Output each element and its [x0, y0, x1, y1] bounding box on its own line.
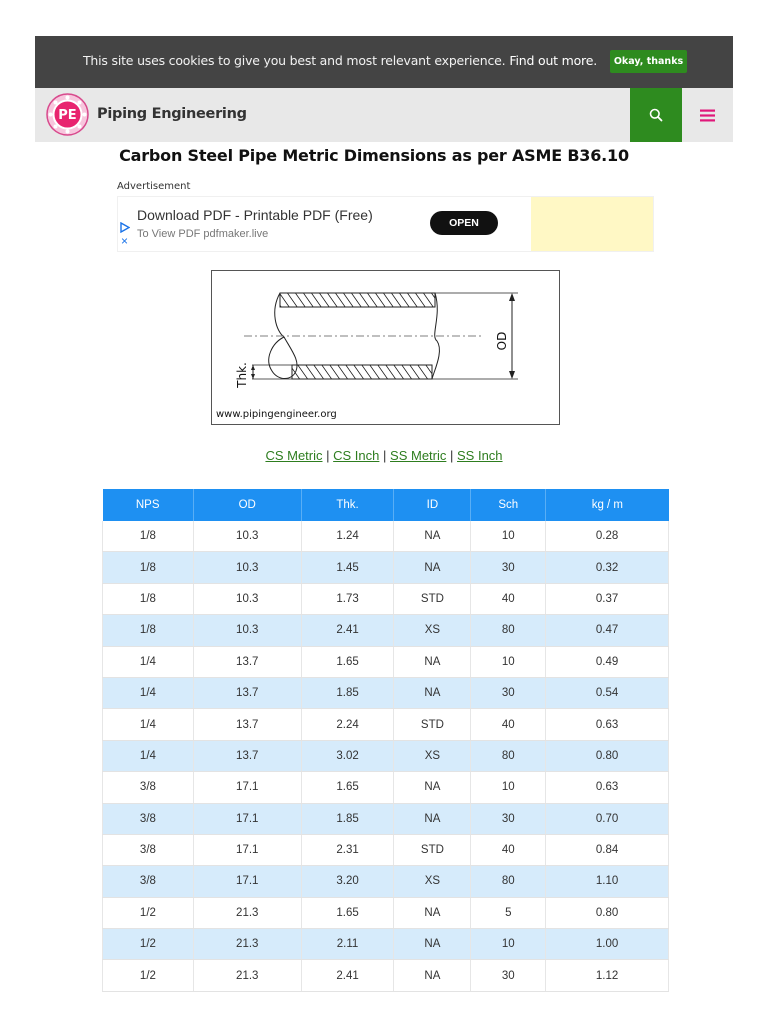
cell-kg-per-m: 0.84	[546, 834, 669, 865]
cookie-message-text: This site uses cookies to give you best and most relevant experience.	[83, 53, 506, 68]
cell-sch: 10	[471, 646, 546, 677]
cell-od: 17.1	[193, 803, 301, 834]
cell-id: STD	[394, 834, 471, 865]
cell-id: NA	[394, 960, 471, 991]
cell-sch: 30	[471, 677, 546, 708]
ad-choices-icon[interactable]	[120, 222, 130, 233]
cell-kg-per-m: 0.28	[546, 521, 669, 552]
header-thk: Thk.	[301, 489, 394, 521]
cell-id: XS	[394, 615, 471, 646]
od-label: OD	[495, 331, 509, 351]
cell-thk: 1.85	[301, 803, 394, 834]
cell-nps: 1/4	[103, 646, 194, 677]
ss-metric-link[interactable]: SS Metric	[390, 448, 447, 463]
ss-inch-link[interactable]: SS Inch	[457, 448, 503, 463]
cell-thk: 3.02	[301, 740, 394, 771]
cell-kg-per-m: 1.10	[546, 866, 669, 897]
cell-thk: 3.20	[301, 866, 394, 897]
cell-id: NA	[394, 803, 471, 834]
table-row	[103, 897, 669, 928]
table-row	[103, 740, 669, 771]
cell-od: 13.7	[193, 646, 301, 677]
cell-nps: 1/2	[103, 929, 194, 960]
cell-id: XS	[394, 740, 471, 771]
cell-od: 13.7	[193, 709, 301, 740]
table-body	[103, 521, 669, 991]
pipe-drawing	[212, 271, 559, 424]
ad-title[interactable]: Download PDF - Printable PDF (Free)	[137, 207, 373, 223]
ad-image-area[interactable]	[531, 197, 653, 251]
cell-nps: 1/8	[103, 615, 194, 646]
cell-id: NA	[394, 677, 471, 708]
cell-kg-per-m: 0.47	[546, 615, 669, 646]
table-row	[103, 960, 669, 991]
cell-od: 10.3	[193, 552, 301, 583]
cell-sch: 30	[471, 803, 546, 834]
cell-sch: 10	[471, 521, 546, 552]
cell-thk: 1.65	[301, 646, 394, 677]
table-row	[103, 772, 669, 803]
advertisement[interactable]	[117, 196, 654, 252]
cs-inch-link[interactable]: CS Inch	[333, 448, 380, 463]
cell-thk: 2.41	[301, 960, 394, 991]
cell-kg-per-m: 1.00	[546, 929, 669, 960]
cell-sch: 80	[471, 615, 546, 646]
cell-nps: 1/4	[103, 740, 194, 771]
cell-od: 17.1	[193, 772, 301, 803]
search-icon	[649, 108, 663, 122]
find-out-more-link[interactable]: Find out more.	[509, 53, 597, 68]
cell-kg-per-m: 0.80	[546, 740, 669, 771]
cell-nps: 1/2	[103, 897, 194, 928]
okay-thanks-button[interactable]: Okay, thanks	[610, 50, 687, 73]
site-logo[interactable]	[46, 93, 89, 136]
cell-thk: 1.65	[301, 897, 394, 928]
logo-icon	[46, 93, 89, 136]
cell-od: 21.3	[193, 929, 301, 960]
cell-id: STD	[394, 709, 471, 740]
diagram-watermark: www.pipingengineer.org	[216, 409, 337, 420]
link-separator: |	[326, 448, 330, 463]
cell-sch: 10	[471, 929, 546, 960]
cell-nps: 1/8	[103, 583, 194, 614]
pipe-diagram	[211, 270, 560, 425]
ad-close-icon[interactable]: ×	[121, 234, 129, 248]
link-separator: |	[450, 448, 454, 463]
hamburger-menu-icon	[700, 109, 715, 122]
cell-od: 13.7	[193, 677, 301, 708]
header-sch: Sch	[471, 489, 546, 521]
cell-kg-per-m: 0.32	[546, 552, 669, 583]
cell-id: NA	[394, 929, 471, 960]
cell-kg-per-m: 0.49	[546, 646, 669, 677]
header-od: OD	[193, 489, 301, 521]
cell-nps: 1/2	[103, 960, 194, 991]
cell-thk: 1.65	[301, 772, 394, 803]
dimension-links	[0, 448, 768, 463]
cell-sch: 40	[471, 834, 546, 865]
cookie-message	[83, 53, 597, 68]
table-row	[103, 646, 669, 677]
cell-od: 10.3	[193, 583, 301, 614]
header-nps: NPS	[103, 489, 194, 521]
cell-nps: 3/8	[103, 772, 194, 803]
cell-id: NA	[394, 646, 471, 677]
cell-kg-per-m: 0.70	[546, 803, 669, 834]
cell-id: XS	[394, 866, 471, 897]
table-row	[103, 552, 669, 583]
cell-sch: 5	[471, 897, 546, 928]
cell-nps: 1/8	[103, 552, 194, 583]
cell-sch: 40	[471, 709, 546, 740]
cell-kg-per-m: 0.80	[546, 897, 669, 928]
cell-nps: 3/8	[103, 866, 194, 897]
cell-od: 21.3	[193, 960, 301, 991]
cell-thk: 2.31	[301, 834, 394, 865]
cell-thk: 1.45	[301, 552, 394, 583]
header-id: ID	[394, 489, 471, 521]
cell-sch: 30	[471, 552, 546, 583]
cell-nps: 3/8	[103, 803, 194, 834]
cell-id: NA	[394, 897, 471, 928]
cell-nps: 1/4	[103, 709, 194, 740]
cookie-bar	[35, 36, 733, 88]
cell-sch: 80	[471, 740, 546, 771]
cell-sch: 80	[471, 866, 546, 897]
site-header	[35, 88, 733, 142]
cell-thk: 2.41	[301, 615, 394, 646]
cell-nps: 3/8	[103, 834, 194, 865]
ad-label: Advertisement	[117, 181, 191, 192]
table-header-row	[103, 489, 669, 521]
cell-sch: 30	[471, 960, 546, 991]
cell-thk: 1.73	[301, 583, 394, 614]
menu-button[interactable]	[682, 88, 733, 142]
page-title: Carbon Steel Pipe Metric Dimensions as per ASME B36.10	[119, 146, 629, 165]
search-button[interactable]	[630, 88, 682, 142]
cell-kg-per-m: 1.12	[546, 960, 669, 991]
cell-id: NA	[394, 772, 471, 803]
cell-id: NA	[394, 521, 471, 552]
cell-sch: 40	[471, 583, 546, 614]
table-row	[103, 803, 669, 834]
cell-od: 17.1	[193, 866, 301, 897]
cell-nps: 1/4	[103, 677, 194, 708]
site-name[interactable]: Piping Engineering	[97, 106, 247, 122]
cell-kg-per-m: 0.37	[546, 583, 669, 614]
cell-thk: 2.24	[301, 709, 394, 740]
cell-od: 10.3	[193, 521, 301, 552]
cell-od: 17.1	[193, 834, 301, 865]
ad-open-button[interactable]: OPEN	[430, 211, 498, 235]
cell-id: NA	[394, 552, 471, 583]
cell-od: 21.3	[193, 897, 301, 928]
cs-metric-link[interactable]: CS Metric	[265, 448, 323, 463]
table-row	[103, 615, 669, 646]
cell-thk: 1.24	[301, 521, 394, 552]
table-row	[103, 583, 669, 614]
thk-label: Thk.	[235, 362, 249, 388]
cell-kg-per-m: 0.54	[546, 677, 669, 708]
pipe-dimensions-table	[102, 489, 669, 992]
cell-thk: 2.11	[301, 929, 394, 960]
link-separator: |	[383, 448, 387, 463]
table-row	[103, 834, 669, 865]
table-row	[103, 866, 669, 897]
cell-nps: 1/8	[103, 521, 194, 552]
cell-kg-per-m: 0.63	[546, 709, 669, 740]
header-kg-per-m: kg / m	[546, 489, 669, 521]
cell-od: 13.7	[193, 740, 301, 771]
table-row	[103, 709, 669, 740]
ad-subtitle[interactable]: To View PDF pdfmaker.live	[137, 228, 269, 240]
table-row	[103, 929, 669, 960]
cell-sch: 10	[471, 772, 546, 803]
table-row	[103, 521, 669, 552]
table-row	[103, 677, 669, 708]
cell-od: 10.3	[193, 615, 301, 646]
cell-thk: 1.85	[301, 677, 394, 708]
logo-text: PE	[58, 108, 77, 123]
cell-kg-per-m: 0.63	[546, 772, 669, 803]
cell-id: STD	[394, 583, 471, 614]
